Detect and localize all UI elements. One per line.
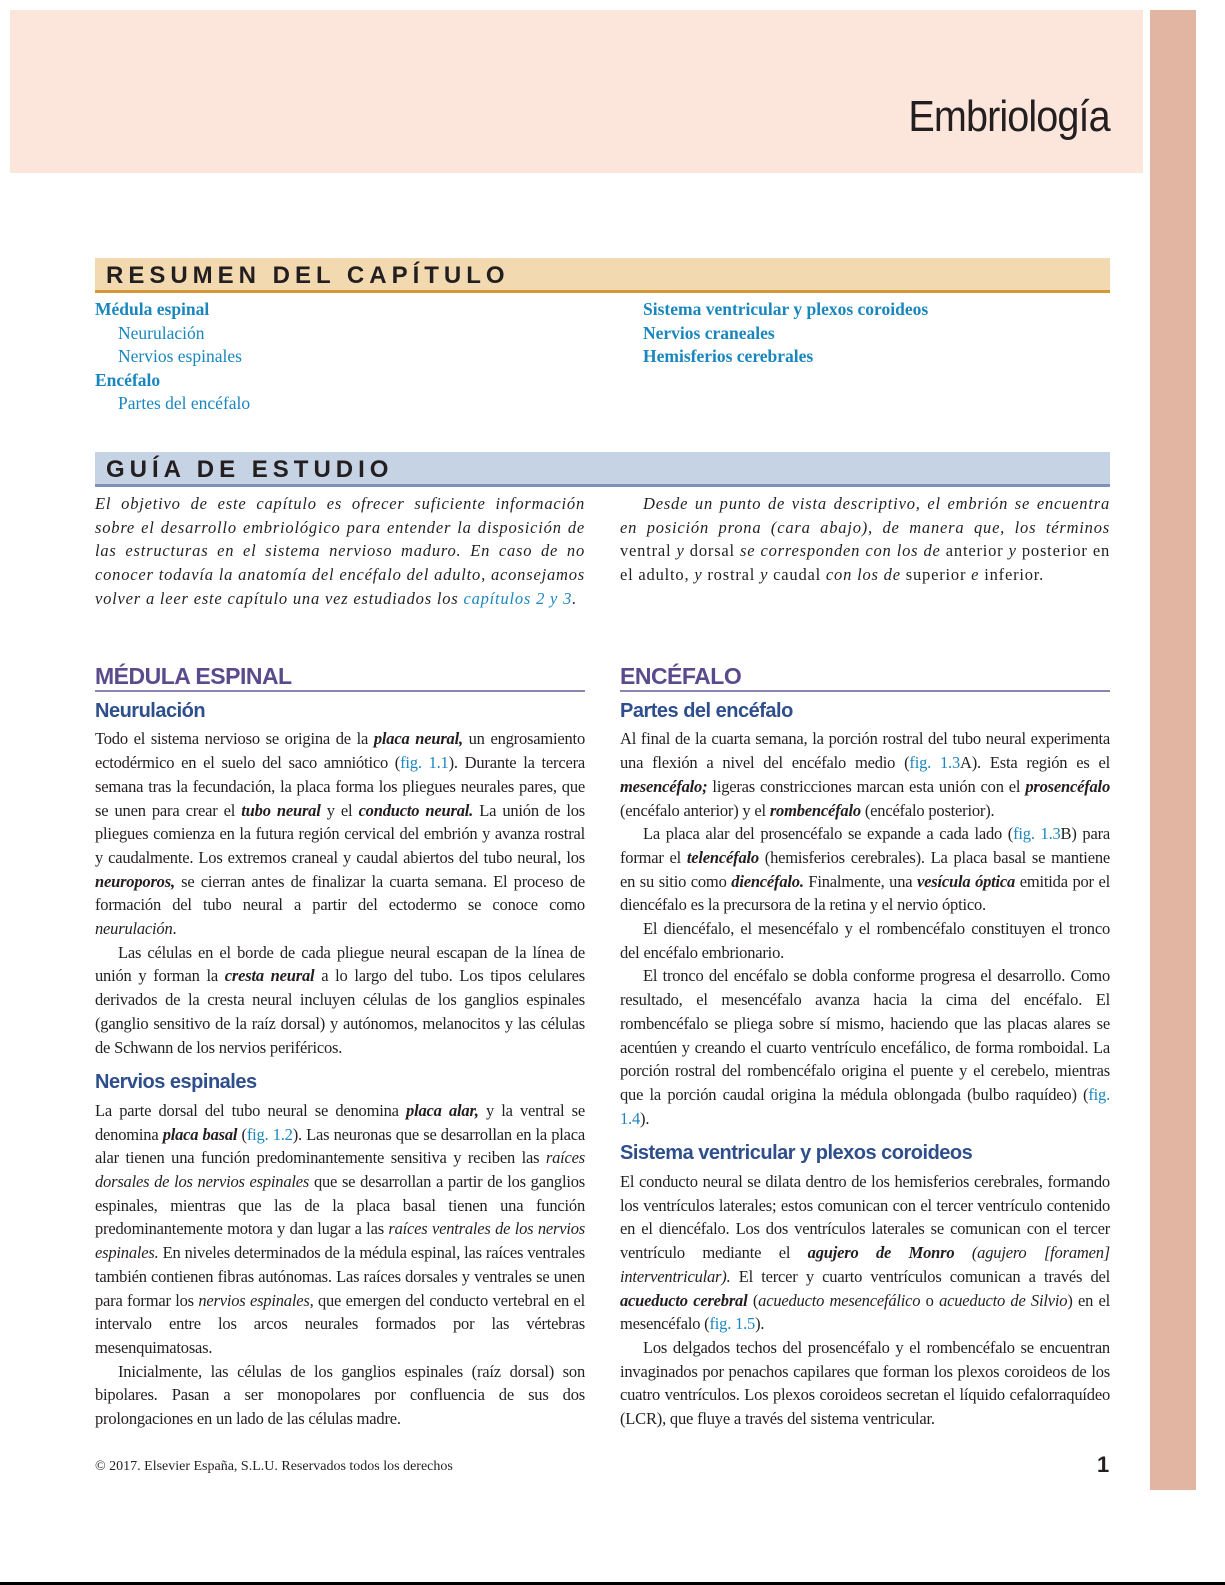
paragraph	[95, 727, 585, 940]
text-run: ventral	[620, 541, 672, 561]
emphasis-text: acueducto de Silvio	[939, 1290, 1068, 1310]
text-run: Inicialmente, las células de los ganglios espinales (raíz dorsal) son bipolares. Pasan a ser monopolares por confluencia de sus dos prolongaciones en un lado de las células madre.	[95, 1361, 585, 1429]
text-run: posterior en el adulto,	[620, 541, 1111, 585]
cross-reference-link[interactable]: fig. 1.5	[709, 1314, 756, 1334]
toc-link[interactable]: Nervios craneales	[643, 322, 775, 343]
emphasis-text: (agujero [foramen] interventricular).	[620, 1243, 1110, 1286]
text-run: y la ventral se denomina	[95, 1100, 586, 1144]
key-term: telencéfalo	[686, 847, 759, 867]
summary-toc-right	[643, 298, 928, 369]
toc-link[interactable]: Médula espinal	[95, 299, 210, 319]
text-run: (	[237, 1124, 247, 1144]
text-run: se corresponden con los de	[734, 541, 946, 561]
text-run: ).	[640, 1108, 650, 1128]
section-heading: MÉDULA ESPINAL	[95, 665, 585, 692]
text-run: (hemisferios cerebrales). La placa basal se mantiene en su sitio como	[620, 847, 1110, 891]
paragraph	[620, 964, 1110, 1130]
text-run: La unión de los pliegues comienza en la futura región cervical del embrión y avanza rostral y caudalmente. Los extremos craneal y caudal abiertos del tubo neural, los	[95, 800, 585, 867]
text-run: La placa alar del prosencéfalo se expande a cada lado (	[643, 824, 1014, 844]
toc-link[interactable]: Hemisferios cerebrales	[643, 346, 814, 367]
text-run: El tronco del encéfalo se dobla conforme progresa el desarrollo. Como resultado, el mesencéfalo avanza hacia la cima del encéfalo. El rombencéfalo se pliega sobre sí mismo, haciendo que las placas alares se acentúen y creando el cuarto ventrículo encefálico, de forma romboidal. La porción rostral del rombencéfalo origina el puente y el cerebelo, mientras que la porción caudal origina la médula oblongada (bulbo raquídeo) (	[620, 966, 1110, 1104]
text-run: (encéfalo posterior).	[860, 800, 995, 820]
summary-toc-left	[95, 298, 250, 416]
emphasis-text: nervios espinales,	[198, 1290, 314, 1310]
study-guide-text-right	[620, 492, 1110, 587]
cross-reference-link[interactable]: fig. 1.3	[909, 753, 960, 773]
text-run: dorsal	[689, 541, 735, 561]
subsection-heading: Neurulación	[95, 699, 206, 722]
text-run: Los delgados techos del prosencéfalo y el rombencéfalo se encuentran invaginados por penachos capilares que forman los plexos coroideos de los cuatro ventrículos. Los plexos coroideos secretan el líquido cefalorraquídeo (LCR), que fluye a través del sistema ventricular.	[620, 1337, 1110, 1429]
text-run: Desde un punto de vista descriptivo, el embrión se encuentra en posición prona (cara abajo), de manera que, los términos	[620, 494, 1110, 537]
key-term: diencéfalo.	[731, 871, 804, 891]
text-run: se cierran antes de finalizar la cuarta semana. El proceso de formación del tubo neural a partir del ectodermo se conoce como	[95, 871, 585, 915]
right-column	[620, 665, 1110, 1431]
chapter-title: Embriología	[908, 92, 1110, 141]
summary-heading: RESUMEN DEL CAPÍTULO	[95, 258, 1110, 293]
text-run: inferior.	[984, 565, 1045, 585]
subsection-heading: Sistema ventricular y plexos coroideos	[620, 1142, 973, 1165]
text-run: (	[747, 1290, 759, 1310]
key-term: placa basal	[162, 1124, 238, 1144]
toc-link[interactable]: Neurulación	[118, 322, 205, 343]
text-run: que emergen del conducto vertebral en el intervalo entre los arcos neurales formados por las vértebras mesenquimatosas.	[95, 1290, 585, 1357]
emphasis-text: acueducto mesencefálico	[758, 1290, 921, 1310]
text-run: y	[671, 541, 690, 561]
text-run: Al final de la cuarta semana, la porción rostral del tubo neural experimenta una flexión a nivel del encéfalo medio (	[620, 729, 1110, 773]
text-run: .	[172, 919, 177, 939]
text-run: Las células en el borde de cada pliegue neural escapan de la línea de unión y forman la	[95, 942, 585, 986]
cross-reference-link[interactable]: fig. 1.2	[246, 1124, 293, 1144]
text-run: emitida por el diencéfalo es la precursora de la retina y el nervio óptico.	[620, 871, 1110, 915]
text-run: A). Esta región es el	[960, 753, 1110, 773]
emphasis-text: raíces ventrales de los nervios espinales.	[95, 1219, 585, 1263]
toc-link[interactable]: Nervios espinales	[118, 346, 242, 367]
toc-link[interactable]: Partes del encéfalo	[118, 393, 251, 414]
section-heading: ENCÉFALO	[620, 665, 1110, 692]
text-run: .	[572, 588, 578, 608]
text-run: ). Durante la tercera semana tras la fecundación, la placa forma los pliegues neurales pares, que se unen para crear el	[95, 753, 585, 820]
chapter-thumb-tab	[1150, 10, 1196, 1490]
key-term: placa alar,	[406, 1100, 479, 1120]
text-run: El objetivo de este capítulo es ofrecer suficiente información sobre el desarrollo embriológico para entender la disposición de las estructuras en el sistema nervioso maduro. En caso de no conocer todavía la anatomía del encéfalo del adulto, aconsejamos volver a leer este capítulo una vez estudiados los	[95, 494, 585, 608]
text-run: superior	[905, 565, 967, 585]
copyright-footer: © 2017. Elsevier España, S.L.U. Reservados todos los derechos	[95, 1459, 453, 1474]
key-term: rombencéfalo	[769, 800, 861, 820]
subsection-heading: Nervios espinales	[95, 1071, 257, 1094]
key-term: mesencéfalo;	[620, 776, 708, 796]
key-term: conducto neural.	[358, 800, 474, 820]
emphasis-text: raíces dorsales de los nervios espinales	[95, 1148, 585, 1192]
key-term: prosencéfalo	[1025, 776, 1110, 796]
text-run: ).	[755, 1314, 765, 1334]
toc-link[interactable]: Encéfalo	[95, 369, 161, 390]
left-column	[95, 665, 585, 1431]
cross-reference-link[interactable]: fig. 1.3	[1013, 824, 1061, 844]
text-run: B) para formar el	[620, 824, 1110, 867]
text-run: con los de	[821, 565, 906, 585]
cross-reference-link[interactable]: fig. 1.1	[400, 753, 449, 773]
text-run: En niveles determinados de la médula espinal, las raíces ventrales también contienen fibras autónomas. Las raíces dorsales y ventrales se unen para formar los	[95, 1243, 585, 1310]
key-term: vesícula óptica	[917, 871, 1016, 891]
paragraph	[620, 1336, 1110, 1431]
paragraph	[620, 822, 1110, 917]
paragraph	[95, 1360, 585, 1431]
text-run: y el	[320, 800, 359, 820]
paragraph	[95, 1099, 585, 1360]
text-run: a lo largo del tubo. Los tipos celulares derivados de la cresta neural incluyen células de los ganglios espinales (ganglio sensitivo de la raíz dorsal) y autónomos, melanocitos y las células de Schwann de los nervios periféricos.	[95, 966, 586, 1057]
text-run: Finalmente, una	[803, 871, 918, 891]
text-run: ). Las neuronas que se desarrollan en la placa alar tienen una función predominantemente sensitiva y reciben las	[95, 1124, 586, 1168]
text-run: El diencéfalo, el mesencéfalo y el rombencéfalo constituyen el tronco del encéfalo embrionario.	[620, 919, 1110, 962]
text-run: ) en el mesencéfalo (	[620, 1290, 1110, 1334]
emphasis-text: neurulación	[95, 919, 173, 939]
toc-link[interactable]: Sistema ventricular y plexos coroideos	[643, 299, 929, 319]
text-run: rostral	[707, 565, 756, 585]
key-term: cresta neural	[224, 966, 315, 986]
paragraph	[620, 917, 1110, 964]
cross-reference-link[interactable]: capítulos 2 y 3	[463, 588, 573, 608]
paragraph	[620, 1170, 1110, 1336]
study-guide-text-left	[95, 492, 585, 611]
text-run: Todo el sistema nervioso se origina de la	[95, 729, 374, 749]
page-number: 1	[1097, 1452, 1110, 1477]
text-run: (encéfalo anterior) y el	[620, 800, 770, 820]
cross-reference-link[interactable]: fig. 1.4	[620, 1084, 1110, 1128]
text-run: e	[966, 565, 985, 585]
study-guide-heading: GUÍA DE ESTUDIO	[95, 452, 1110, 487]
text-run: El tercer y cuarto ventrículos comunican a través del	[730, 1266, 1110, 1286]
text-run: ligeras constricciones marcan esta unión con el	[707, 776, 1026, 796]
text-run: El conducto neural se dilata dentro de los hemisferios cerebrales, formando los ventrículos laterales; estos comunican con el tercer ventrículo contenido en el diencéfalo. Los dos ventrículos laterales se comunican con el tercer ventrículo mediante el	[620, 1172, 1110, 1263]
text-run: La parte dorsal del tubo neural se denomina	[95, 1100, 407, 1120]
key-term: tubo neural	[241, 800, 321, 820]
text-run: o	[920, 1290, 940, 1310]
text-run: que se desarrollan a partir de los ganglios espinales, mientras que las de la placa basal tienen una función predominantemente motora y dan lugar a las	[95, 1172, 585, 1239]
text-run: y	[755, 565, 774, 585]
subsection-heading: Partes del encéfalo	[620, 699, 793, 722]
text-run	[954, 1243, 971, 1262]
key-term: placa neural,	[373, 729, 463, 749]
text-run: y	[689, 565, 708, 585]
text-run: caudal	[773, 565, 821, 585]
key-term: agujero de Monro	[807, 1243, 955, 1263]
key-term: neuroporos,	[95, 871, 175, 891]
paragraph	[620, 727, 1110, 822]
text-run: anterior	[945, 541, 1004, 561]
key-term: acueducto cerebral	[620, 1290, 748, 1310]
text-run: un engrosamiento ectodérmico en el suelo del saco amniótico (	[95, 729, 585, 773]
text-run: y	[1003, 541, 1022, 561]
paragraph	[95, 941, 585, 1060]
